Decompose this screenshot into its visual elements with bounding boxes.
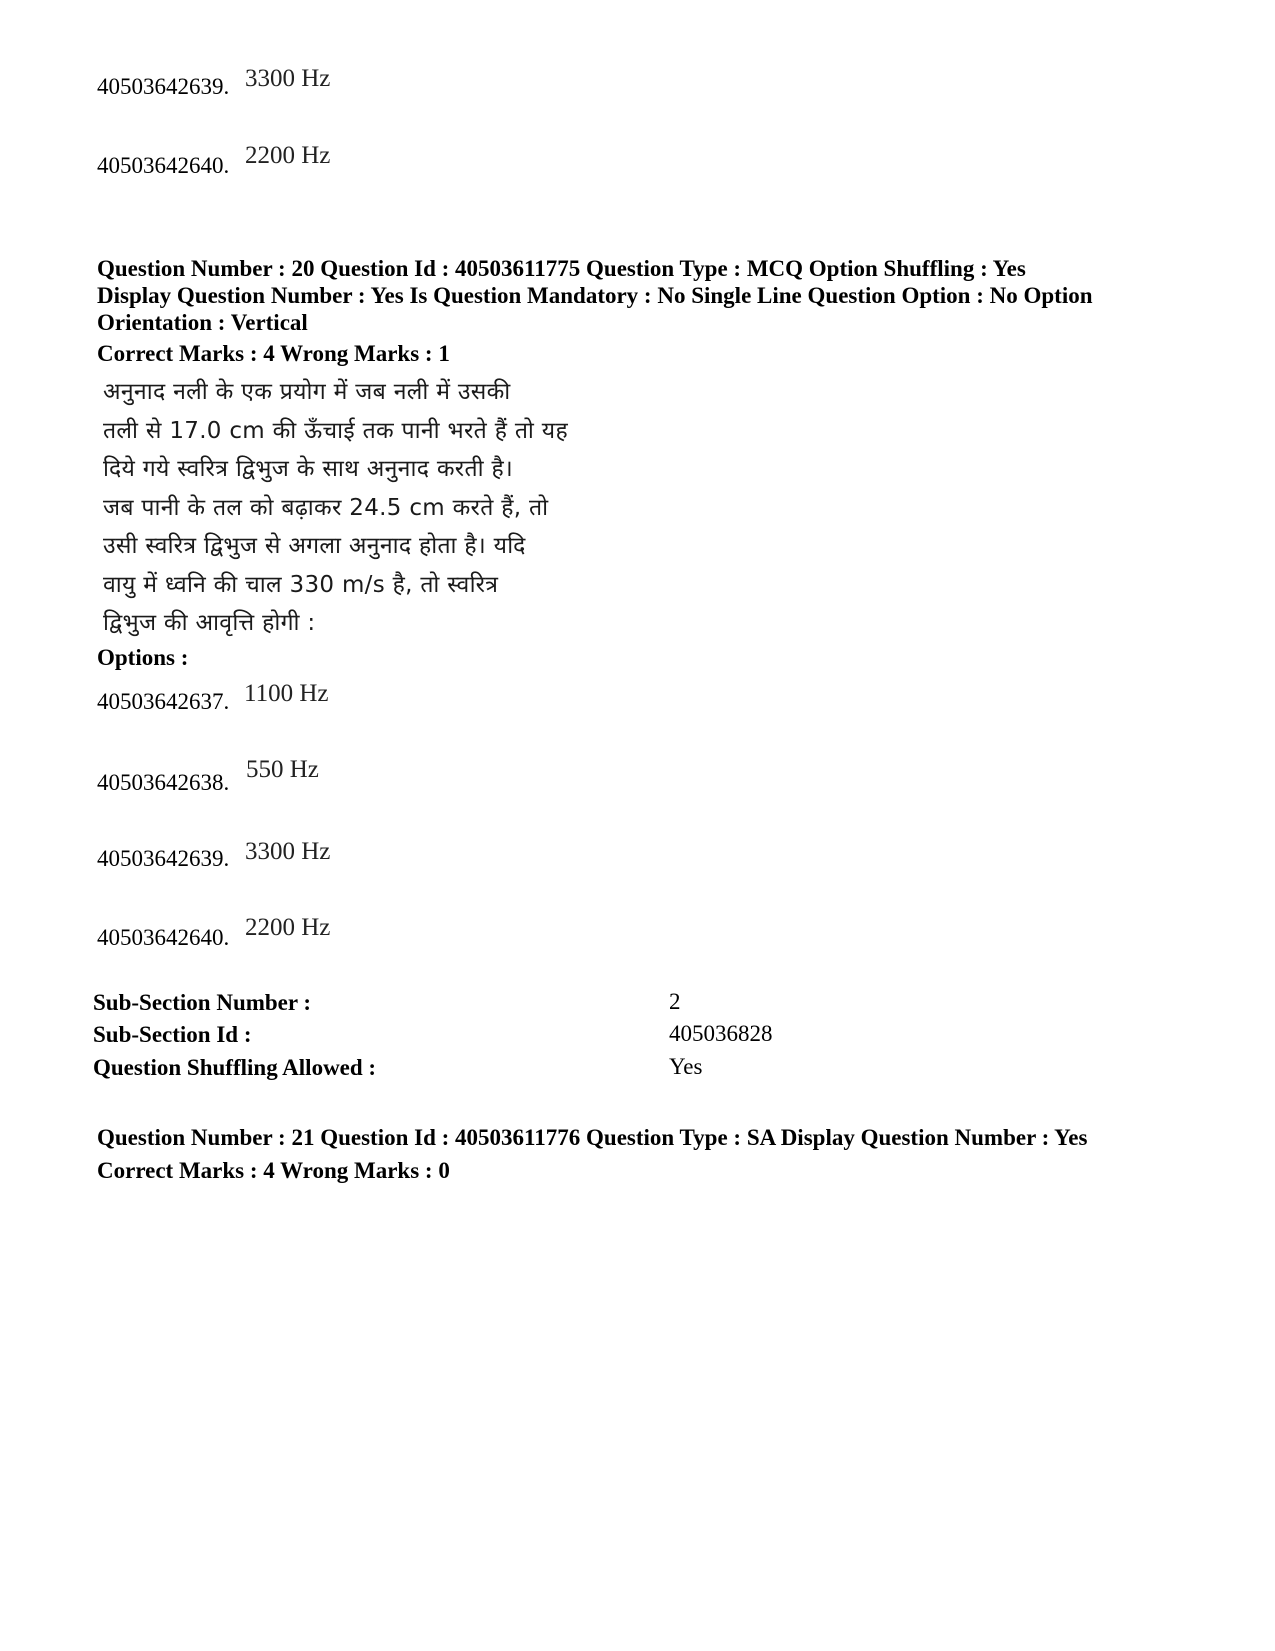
option-value: 3300 Hz (245, 838, 331, 865)
subsection-id-value: 405036828 (669, 1021, 773, 1046)
option-value: 550 Hz (246, 756, 319, 783)
option-value: 2200 Hz (245, 914, 331, 941)
question-text-line: वायु में ध्वनि की चाल 330 m/s है, तो स्वरित्र (103, 571, 499, 598)
question-header-line: Orientation : Vertical (97, 310, 308, 335)
option-id: 40503642640. (97, 153, 230, 178)
question-text-line: अनुनाद नली के एक प्रयोग में जब नली में उसकी (103, 379, 511, 405)
question-21-marks: Correct Marks : 4 Wrong Marks : 0 (97, 1158, 450, 1183)
question-text-line: द्विभुज की आवृत्ति होगी : (103, 610, 316, 636)
question-20-text (103, 373, 583, 643)
question-header-line: Question Number : 20 Question Id : 40503611775 Question Type : MCQ Option Shuffling : Yes (97, 256, 1026, 281)
option-value: 1100 Hz (244, 680, 329, 707)
option-id: 40503642640. (97, 925, 230, 950)
subsection-number-label: Sub-Section Number : (93, 990, 312, 1015)
option-id: 40503642638. (97, 770, 230, 795)
question-shuffling-value: Yes (669, 1054, 703, 1079)
question-text-line: उसी स्वरित्र द्विभुज से अगला अनुनाद होता है। यदि (103, 533, 526, 559)
subsection-id-label: Sub-Section Id : (93, 1022, 252, 1047)
option-value: 2200 Hz (245, 142, 331, 169)
question-shuffling-label: Question Shuffling Allowed : (93, 1055, 377, 1080)
subsection-number-value: 2 (669, 989, 681, 1014)
option-id: 40503642637. (97, 689, 230, 714)
question-20-marks: Correct Marks : 4 Wrong Marks : 1 (97, 341, 450, 366)
question-text-line: तली से 17.0 cm की ऊँचाई तक पानी भरते हैं तो यह (103, 417, 568, 444)
option-id: 40503642639. (97, 846, 230, 871)
question-header-line: Display Question Number : Yes Is Question Mandatory : No Single Line Question Option : No Option (97, 283, 1093, 308)
question-21-header: Question Number : 21 Question Id : 40503611776 Question Type : SA Display Question Number : Yes (97, 1125, 1088, 1150)
option-id: 40503642639. (97, 74, 230, 99)
question-text-line: जब पानी के तल को बढ़ाकर 24.5 cm करते हैं, तो (103, 494, 549, 521)
question-20-header (97, 255, 1197, 337)
options-label: Options : (97, 645, 189, 670)
question-text-line: दिये गये स्वरित्र द्विभुज के साथ अनुनाद करती है। (103, 456, 514, 482)
option-value: 3300 Hz (245, 65, 331, 92)
